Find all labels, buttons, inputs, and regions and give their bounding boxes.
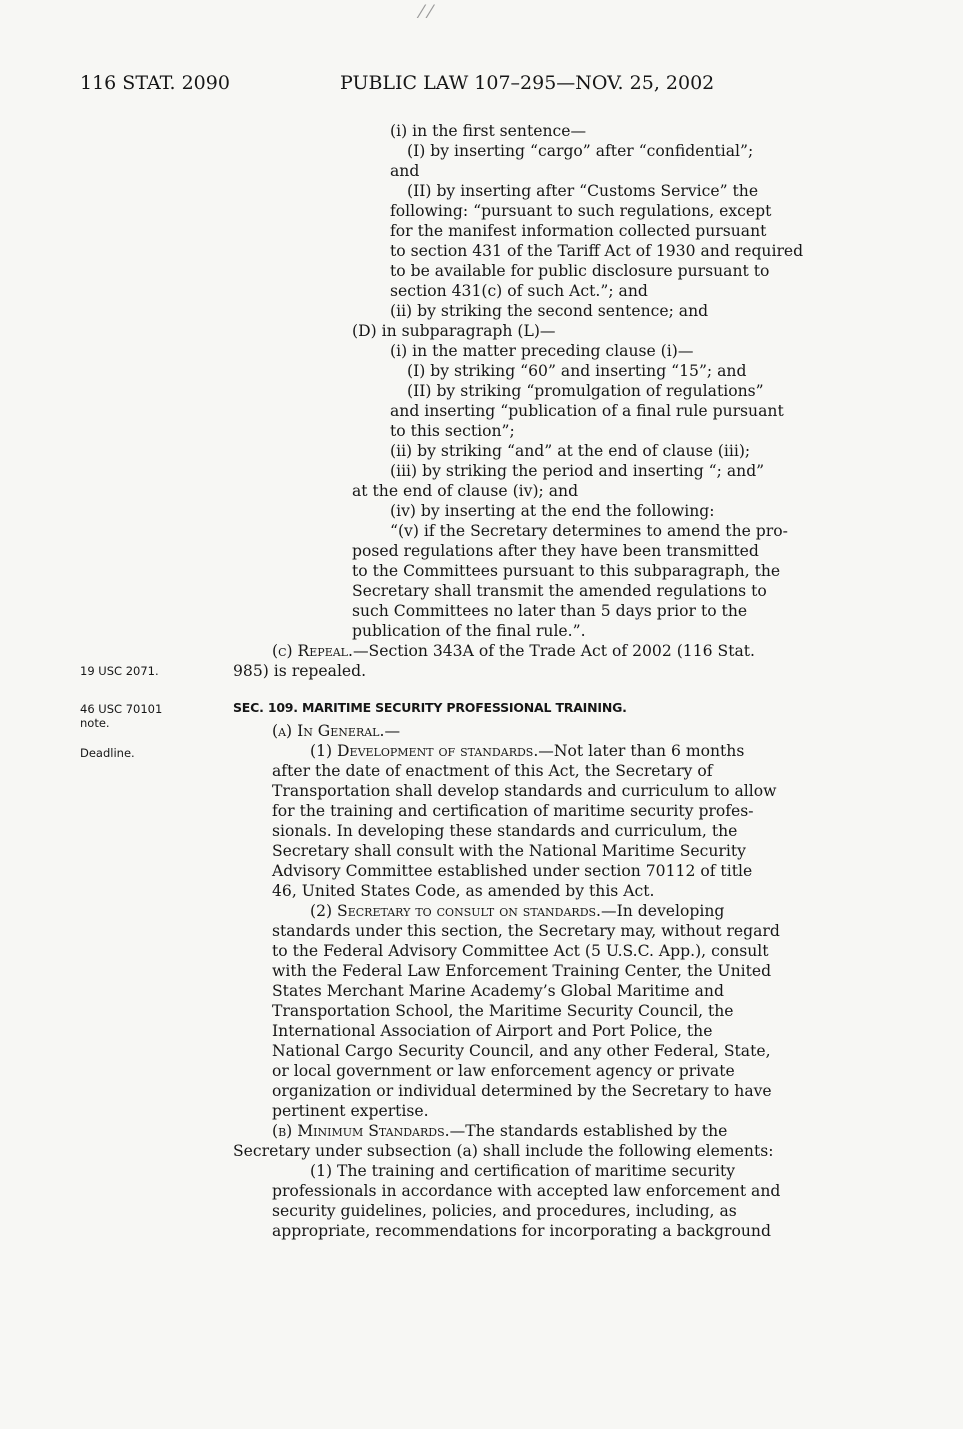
text-line: International Association of Airport and Port Police, the [272,1022,713,1040]
text-line: Secretary under subsection (a) shall include the following elements: [233,1142,774,1160]
text-line: to be available for public disclosure pursuant to [390,262,770,280]
text-line: (I) by striking “60” and inserting “15”; and [407,362,747,380]
repeal-paragraph [272,641,755,661]
text-line: 46, United States Code, as amended by this Act. [272,882,655,900]
repeal-label: (c) Repeal. [272,642,353,660]
text-line: (ii) by striking “and” at the end of clause (iii); [390,442,751,460]
text-line: Secretary shall transmit the amended regulations to [352,582,767,600]
text-line: (II) by striking “promulgation of regulations” [407,382,764,400]
text-line: or local government or law enforcement agency or private [272,1062,735,1080]
min-standards-text: —The standards established by the [449,1122,728,1140]
text-line: (ii) by striking the second sentence; and [390,302,709,320]
margin-note-usc-2071: 19 USC 2071. [80,664,159,678]
text-line: sionals. In developing these standards and curriculum, the [272,822,738,840]
margin-note-deadline: Deadline. [80,746,135,760]
text-line: (I) by inserting “cargo” after “confidential”; [407,142,754,160]
text-line: to the Federal Advisory Committee Act (5 U.S.C. App.), consult [272,942,769,960]
margin-note-usc-70101: 46 USC 70101 [80,702,163,716]
text-line: to this section”; [390,422,515,440]
text-line: with the Federal Law Enforcement Training Center, the United [272,962,772,980]
text-line: such Committees no later than 5 days prior to the [352,602,748,620]
text-line: (II) by inserting after “Customs Service” the [407,182,759,200]
text-line: and [390,162,420,180]
min-standards-first-line [272,1121,727,1141]
text-line: (i) in the first sentence— [390,122,587,140]
margin-note-note: note. [80,716,110,730]
text-line: pertinent expertise. [272,1102,429,1120]
text-line: States Merchant Marine Academy’s Global Maritime and [272,982,724,1000]
text-line: Advisory Committee established under section 70112 of title [272,862,753,880]
text-line: (D) in subparagraph (L)— [352,322,556,340]
dev-standards-text: —Not later than 6 months [538,742,745,760]
text-line: organization or individual determined by the Secretary to have [272,1082,772,1100]
text-line: following: “pursuant to such regulations, except [390,202,772,220]
section-heading: SEC. 109. MARITIME SECURITY PROFESSIONAL TRAINING. [233,700,627,715]
text-line: at the end of clause (iv); and [352,482,579,500]
consult-label: (2) Secretary to consult on standards. [310,902,602,920]
text-line: Transportation shall develop standards and curriculum to allow [272,782,777,800]
text-line: after the date of enactment of this Act, the Secretary of [272,762,713,780]
text-line: Transportation School, the Maritime Security Council, the [272,1002,734,1020]
text-line: to section 431 of the Tariff Act of 1930 and required [390,242,804,260]
text-line: (iv) by inserting at the end the following: [390,502,715,520]
text-line: (i) in the matter preceding clause (i)— [390,342,694,360]
dev-standards-label: (1) Development of standards. [310,742,539,760]
text-line: appropriate, recommendations for incorporating a background [272,1222,771,1240]
text-line: and inserting “publication of a final rule pursuant [390,402,784,420]
consult-text: —In developing [601,902,725,920]
stray-marks: ⁄ ⁄ [420,2,432,23]
law-reference: PUBLIC LAW 107–295—NOV. 25, 2002 [340,72,715,94]
text-line: (1) The training and certification of maritime security [310,1162,736,1180]
text-line: “(v) if the Secretary determines to amend the pro- [390,522,788,540]
min-standards-label: (b) Minimum Standards. [272,1122,450,1140]
page-header [0,72,963,102]
consult-first-line [310,901,724,921]
text-line: standards under this section, the Secretary may, without regard [272,922,780,940]
dev-standards-first-line [310,741,744,761]
text-line: security guidelines, policies, and procedures, including, as [272,1202,737,1220]
text-line: 985) is repealed. [233,662,367,680]
text-line: for the training and certification of maritime security profes- [272,802,754,820]
text-line: (iii) by striking the period and inserting “; and” [390,462,765,480]
page-reference: 116 STAT. 2090 [80,72,230,94]
text-line: posed regulations after they have been transmitted [352,542,759,560]
subsection-in-general: (a) In General.— [272,722,401,740]
text-line: section 431(c) of such Act.”; and [390,282,648,300]
text-line: publication of the final rule.”. [352,622,586,640]
text-line: to the Committees pursuant to this subparagraph, the [352,562,781,580]
repeal-text: —Section 343A of the Trade Act of 2002 (116 Stat. [352,642,755,660]
text-line: for the manifest information collected pursuant [390,222,767,240]
text-line: National Cargo Security Council, and any other Federal, State, [272,1042,771,1060]
text-line: professionals in accordance with accepted law enforcement and [272,1182,781,1200]
text-line: Secretary shall consult with the National Maritime Security [272,842,746,860]
